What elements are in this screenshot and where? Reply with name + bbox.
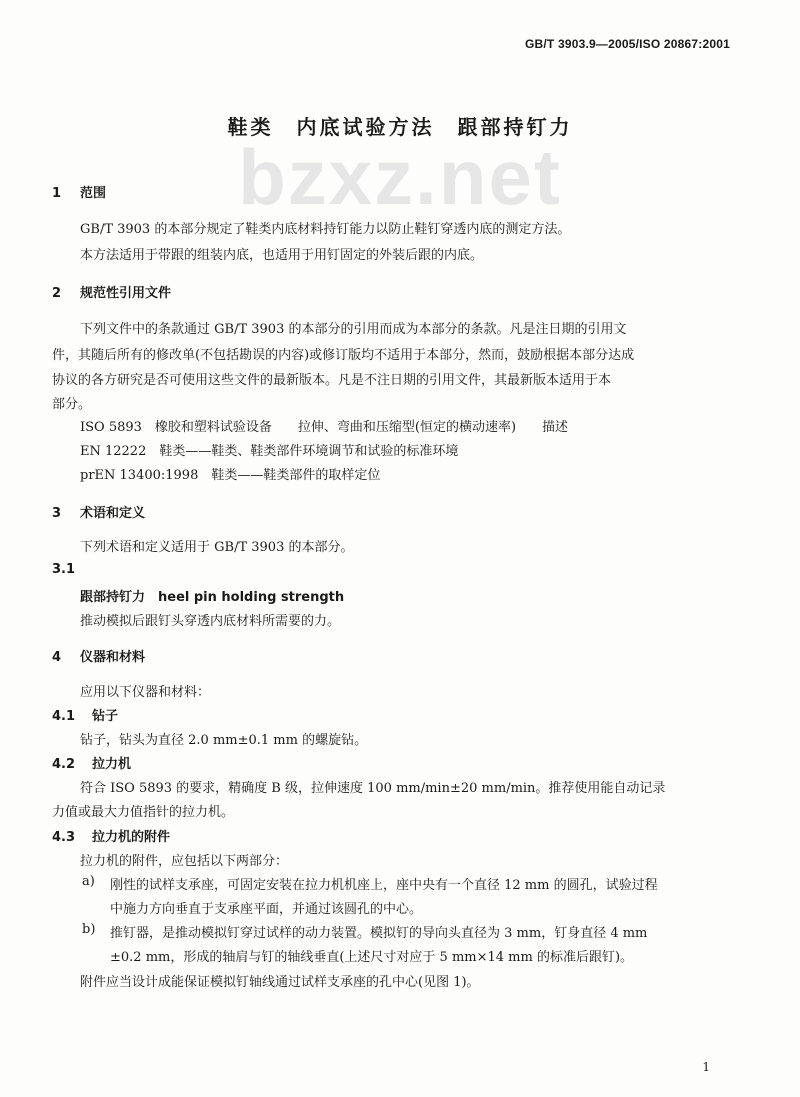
paragraph: 符合 ISO 5893 的要求，精确度 B 级，拉伸速度 100 mm/min±20 mm/min。推荐使用能自动记录 [80, 781, 666, 796]
section-number: 3 [52, 506, 62, 521]
document-title: 鞋类 内底试验方法 跟部持钉力 [227, 115, 573, 139]
section-title: 规范性引用文件 [80, 286, 172, 301]
paragraph: 应用以下仪器和材料： [80, 685, 211, 700]
paragraph: 钻子，钻头为直径 2.0 mm±0.1 mm 的螺旋钻。 [80, 733, 368, 748]
list-label: a) [82, 874, 95, 889]
section-1-heading [52, 182, 106, 201]
paragraph: 拉力机的附件，应包括以下两部分： [80, 854, 289, 869]
subsection-4-1-heading [52, 705, 118, 724]
paragraph: GB/T 3903 的本部分规定了鞋类内底材料持钉能力以防止鞋钉穿透内底的测定方法。 [80, 222, 571, 237]
paragraph: 附件应当设计成能保证模拟钉轴线通过试样支承座的孔中心(见图 1)。 [80, 975, 480, 990]
section-3-heading [52, 502, 145, 521]
subsection-number: 3.1 [52, 562, 76, 577]
list-item-text: 中施力方向垂直于支承座平面，并通过该圆孔的中心。 [110, 902, 423, 917]
paragraph: 协议的各方研究是否可使用这些文件的最新版本。凡是不注日期的引用文件，其最新版本适用于本 [52, 373, 612, 388]
subsection-number: 4.3 [52, 830, 76, 845]
list-item-text: 推钉器，是推动模拟钉穿过试样的动力装置。模拟钉的导向头直径为 3 mm，钉身直径 4 mm [110, 926, 648, 941]
subsection-number: 4.1 [52, 709, 76, 724]
subsection-4-2-heading [52, 753, 131, 772]
section-number: 4 [52, 650, 62, 665]
subsection-title: 拉力机 [92, 757, 132, 772]
section-title: 术语和定义 [80, 506, 146, 521]
paragraph: 力值或最大力值指针的拉力机。 [52, 805, 235, 820]
subsection-title: 拉力机的附件 [92, 830, 171, 845]
page-number: 1 [702, 1060, 710, 1074]
section-2-heading [52, 282, 171, 301]
subsection-4-3-heading [52, 826, 170, 845]
paragraph: 部分。 [52, 397, 92, 412]
term: 跟部持钉力 heel pin holding strength [80, 590, 345, 605]
section-number: 1 [52, 186, 62, 201]
list-item-text: 刚性的试样支承座，可固定安装在拉力机机座上，座中央有一个直径 12 mm 的圆孔，试验过程 [110, 878, 658, 893]
list-item-text: ±0.2 mm，形成的轴肩与钉的轴线垂直(上述尺寸对应于 5 mm×14 mm 的标准后跟钉)。 [110, 950, 634, 965]
definition: 推动模拟后跟钉头穿透内底材料所需要的力。 [80, 614, 341, 629]
reference-item: prEN 13400:1998 鞋类——鞋类部件的取样定位 [80, 468, 381, 483]
subsection-number: 4.2 [52, 757, 76, 772]
watermark: bzxz.net [238, 133, 562, 221]
subsection-title: 钻子 [92, 709, 119, 724]
paragraph: 件，其随后所有的修改单(不包括勘误的内容)或修订版均不适用于本部分，然而，鼓励根据本部分达成 [52, 348, 635, 363]
paragraph: 本方法适用于带跟的组装内底，也适用于用钉固定的外装后跟的内底。 [80, 248, 484, 263]
section-number: 2 [52, 286, 62, 301]
section-4-heading [52, 646, 145, 665]
section-title: 仪器和材料 [80, 650, 146, 665]
reference-item: EN 12222 鞋类——鞋类、鞋类部件环境调节和试验的标准环境 [80, 444, 459, 459]
paragraph: 下列文件中的条款通过 GB/T 3903 的本部分的引用而成为本部分的条款。凡是注日期的引用文 [80, 322, 627, 337]
section-title: 范围 [80, 186, 107, 201]
list-label: b) [82, 922, 96, 937]
reference-item: ISO 5893 橡胶和塑料试验设备 拉伸、弯曲和压缩型(恒定的横动速率) 描述 [80, 420, 569, 435]
paragraph: 下列术语和定义适用于 GB/T 3903 的本部分。 [80, 540, 354, 555]
standard-number-header: GB/T 3903.9—2005/ISO 20867:2001 [525, 37, 730, 51]
